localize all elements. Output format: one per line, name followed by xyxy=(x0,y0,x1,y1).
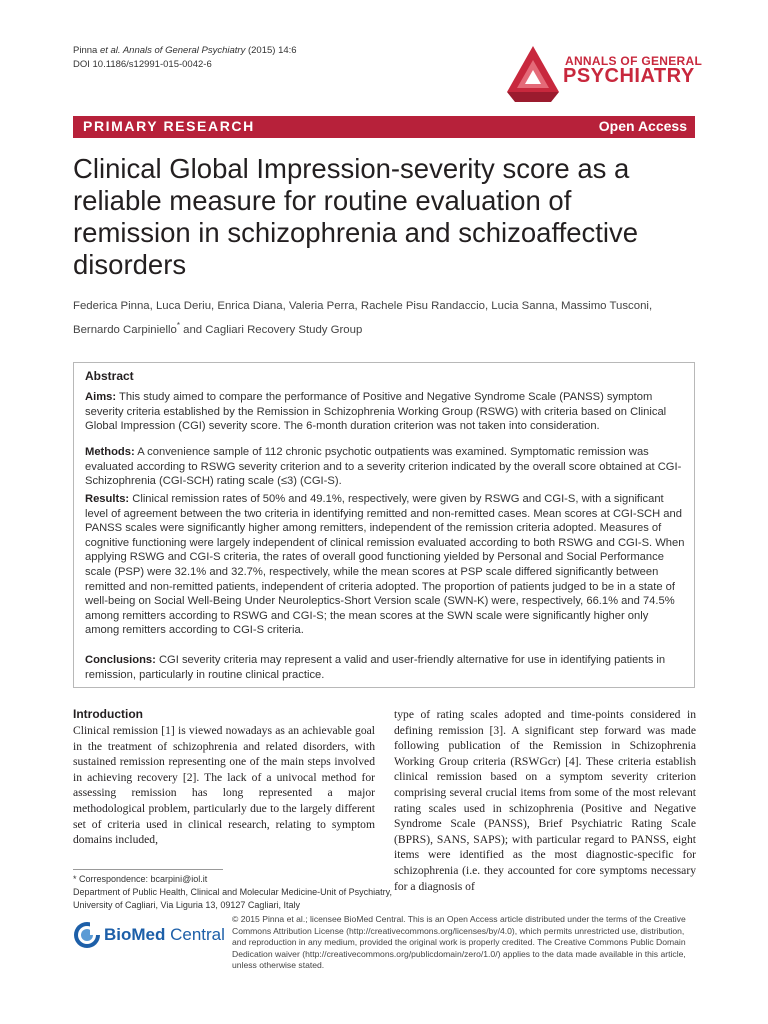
authors-group: and Cagliari Recovery Study Group xyxy=(179,323,363,336)
biomed-central-wordmark xyxy=(104,925,225,945)
article-title xyxy=(73,153,713,281)
aims-label: Aims: xyxy=(85,391,117,403)
biomed-central-logo[interactable] xyxy=(73,915,233,955)
author-list xyxy=(73,296,713,340)
footnote xyxy=(73,873,393,912)
conclusions-text: CGI severity criteria may represent a valid and user-friendly alternative for use in identifying patients in remission, particularly in routine clinical practice. xyxy=(85,654,666,681)
section-label: PRIMARY RESEARCH xyxy=(83,118,255,134)
methods-label: Methods: xyxy=(85,446,135,458)
journal-logo-icon xyxy=(503,44,563,108)
journal-logo xyxy=(503,44,703,110)
introduction-column-left: Clinical remission [1] is viewed nowadays as an achievable goal in the treatment of schizophrenia and related disorders, with sustained remission representing one of the main steps involved in achieving recovery [2]. The lack of a univocal method for assessing remission has long represented a major methodological problem, particularly due to the largely different set of criteria used in clinical research, relating to symptom domains included, xyxy=(73,724,375,847)
conclusions-label: Conclusions: xyxy=(85,654,156,666)
authors-line xyxy=(73,316,713,340)
correspondence-email[interactable]: * Correspondence: bcarpini@iol.it xyxy=(73,874,208,884)
abstract-conclusions xyxy=(85,653,685,682)
biomed-bio: Bio xyxy=(104,925,132,944)
corresponding-author[interactable]: Bernardo Carpiniello xyxy=(73,323,177,336)
aims-text: This study aimed to compare the performance of Positive and Negative Syndrome Scale (PANSS) symptom severity criteria established by the Remission in Schizophrenia Working Group (RSWG) with criteria based on Clinical Global Impression (CGI) severity score. The 6-month duration criterion was not taken into consideration. xyxy=(85,391,667,433)
methods-text: A convenience sample of 112 chronic psychotic outpatients was examined. Symptomatic remission was evaluated according to RSWG severity criterion and to a severity criterion indicated by the overall score obtained at CGI-Schizophrenia (CGI-SCH) rating scale (≤3) (CGI-S). xyxy=(85,446,682,488)
results-text: Clinical remission rates of 50% and 49.1%, respectively, were given by RSWG and CGI-S, with a significant level of agreement between the two criteria in identifying remitted and non-remitted cases. Mean scores at CGI-SCH and PANSS scales were significantly higher among remitters, independent of the remission criteria adopted. Measures of cognitive functioning were largely independent of clinical remission evaluated according to both RSWG and CGI-S. When applying RSWG and CGI-S criteria, the rates of overall good functioning yielded by Personal and Social Performance scale (PSP) were 32.1% and 32.7%, respectively, while the mean scores at PSP scale differed significantly between remitted and non-remitted patients, independent of criteria adopted. The proportion of patients judged to be in a state of well-being on Social Well-Being Under Neuroleptics-Short Version scale (SWN-K) were, respectively, 66.1% and 74.5% among remitters according to RSWG and CGI-S; the mean scores at the SWN scale were significantly higher only among remitters according to CGI-S criteria. xyxy=(85,493,685,637)
citation-authors: Pinna xyxy=(73,45,98,56)
abstract-methods xyxy=(85,445,685,489)
section-banner xyxy=(73,116,695,138)
title-line: reliable measure for routine evaluation of xyxy=(73,185,572,216)
license-statement: © 2015 Pinna et al.; licensee BioMed Central. This is an Open Access article distributed under the terms of the Creative Commons Attribution License (http://creativecommons.org/licenses/by/4.0), which permits unrestricted use, distribution, and reproduction in any medium, provided the original work is properly credited. The Creative Commons Public Domain Dedication waiver (http://creativecommons.org/publicdomain/zero/1.0/) applies to the data made available in this article, unless otherwise stated. xyxy=(232,914,686,971)
abstract-results xyxy=(85,492,685,638)
footnote-divider xyxy=(73,869,223,870)
citation-journal: et al. Annals of General Psychiatry xyxy=(97,45,246,56)
citation-year-volume: (2015) 14:6 xyxy=(245,45,297,56)
citation-header xyxy=(73,44,297,72)
introduction-heading: Introduction xyxy=(73,707,143,721)
affiliation: Department of Public Health, Clinical and Molecular Medicine-Unit of Psychiatry, University of Cagliari, Via Liguria 13, 09127 Cagliari, Italy xyxy=(73,887,392,910)
abstract-heading: Abstract xyxy=(85,369,134,383)
abstract-box xyxy=(73,362,695,688)
biomed-central-icon xyxy=(73,921,101,949)
title-line: remission in schizophrenia and schizoaffective xyxy=(73,217,639,248)
citation-line xyxy=(73,44,297,58)
corresponding-star: * xyxy=(176,321,180,330)
biomed-central-text: Central xyxy=(165,925,225,944)
authors-line: Federica Pinna, Luca Deriu, Enrica Diana, Valeria Perra, Rachele Pisu Randaccio, Lucia Sanna, Massimo Tusconi, xyxy=(73,300,653,312)
title-line: Clinical Global Impression-severity score as a xyxy=(73,153,630,184)
abstract-aims xyxy=(85,390,685,434)
open-access-label: Open Access xyxy=(598,118,687,134)
biomed-med: Med xyxy=(131,925,166,944)
journal-logo-line2: PSYCHIATRY xyxy=(563,65,695,87)
title-line: disorders xyxy=(73,249,187,280)
journal-logo-line1: ANNALS OF GENERAL xyxy=(565,54,703,68)
results-label: Results: xyxy=(85,493,130,505)
introduction-column-right: type of rating scales adopted and time-points considered in defining remission [3]. A significant step forward was made following publication of the Remission in Schizophrenia Working Group criteria (RSWGcr) [4]. These criteria establish clinical remission based on a symptom severity criterion comprising several crucial items from some of the most relevant rating scales used in schizophrenia (Positive and Negative Syndrome Scale (PANSS), Brief Psychiatric Rating Scale (BPRS), SANS, SAPS); with particular regard to PANSS, eight items were identified as the most diagnostic-specific for schizophrenia (i.e. they accounted for core symptoms necessary for a diagnosis of xyxy=(394,708,696,893)
citation-doi[interactable]: DOI 10.1186/s12991-015-0042-6 xyxy=(73,59,212,70)
